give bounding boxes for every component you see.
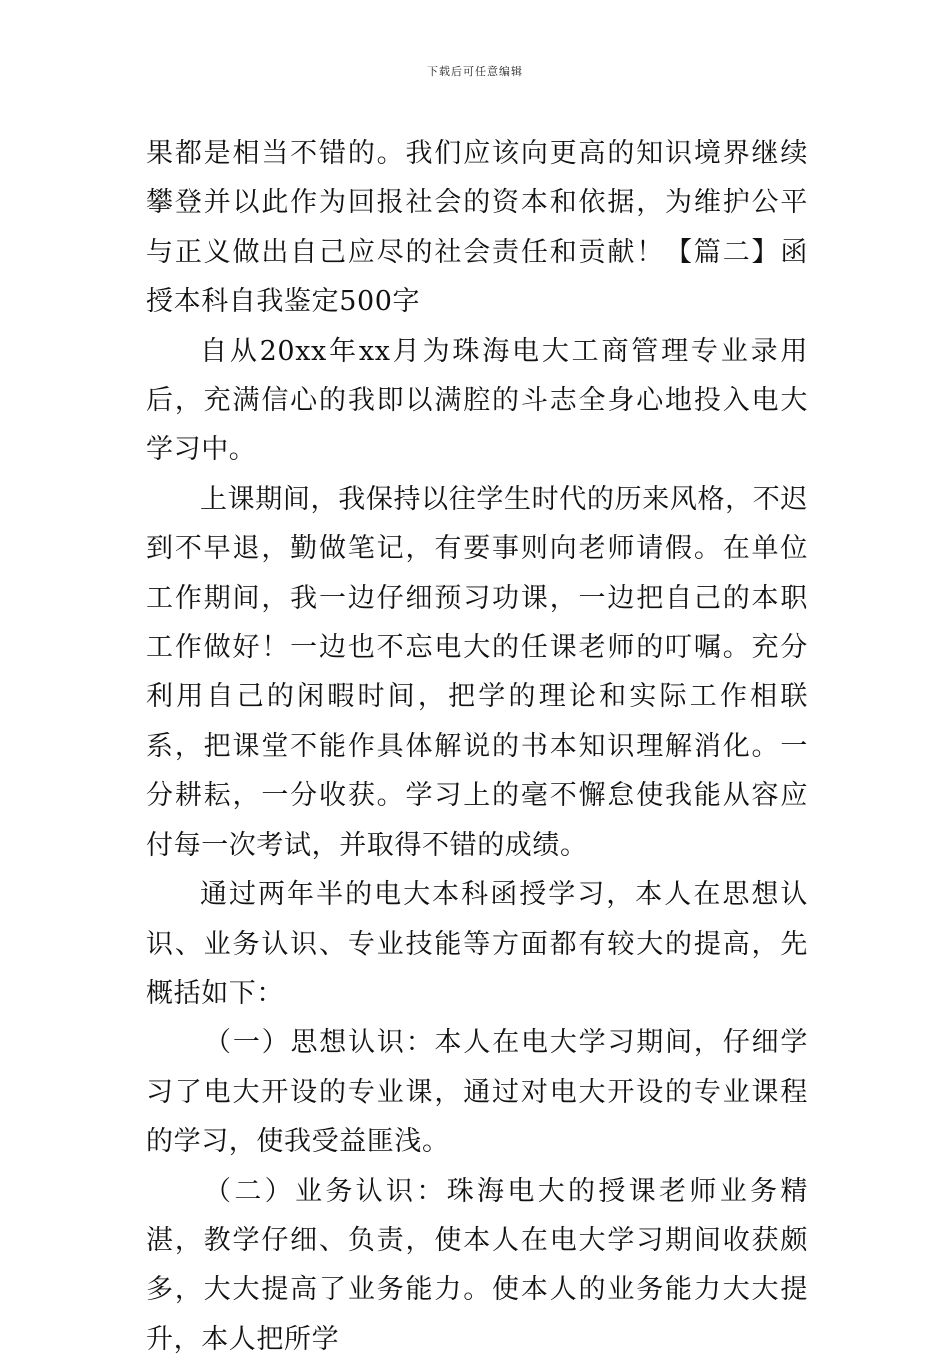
paragraph-summary-intro: 通过两年半的电大本科函授学习，本人在思想认识、业务认识、专业技能等方面都有较大的提高，先概括如下： xyxy=(146,879,808,1009)
page-header: 下载后可任意编辑 xyxy=(427,65,523,78)
paragraph-ideological-awareness: （一）思想认识：本人在电大学习期间，仔细学习了电大开设的专业课，通过对电大开设的专业课程的学习，使我受益匪浅。 xyxy=(146,1027,808,1158)
document-body xyxy=(146,129,808,1364)
paragraph-enrollment: 自从20xx年xx月为珠海电大工商管理专业录用后，充满信心的我即以满腔的斗志全身心地投入电大学习中。 xyxy=(146,335,808,466)
paragraph-professional-awareness: （二）业务认识：珠海电大的授课老师业务精湛，教学仔细、负责，使本人在电大学习期间收获颇多，大大提高了业务能力。使本人的业务能力大大提升，本人把所学 xyxy=(146,1175,808,1355)
paragraph-continuation: 果都是相当不错的。我们应该向更高的知识境界继续攀登并以此作为回报社会的资本和依据，为维护公平与正义做出自己应尽的社会责任和贡献！【篇二】函授本科自我鉴定500字 xyxy=(146,138,808,318)
paragraph-class-attendance: 上课期间，我保持以往学生时代的历来风格，不迟到不早退，勤做笔记，有要事则向老师请假。在单位工作期间，我一边仔细预习功课，一边把自己的本职工作做好！一边也不忘电大的任课老师的叮嘱。充分利用自己的闲暇时间，把学的理论和实际工作相联系，把课堂不能作具体解说的书本知识理解消化。一分耕耘，一分收获。学习上的毫不懈怠使我能从容应付每一次考试，并取得不错的成绩。 xyxy=(146,483,808,861)
